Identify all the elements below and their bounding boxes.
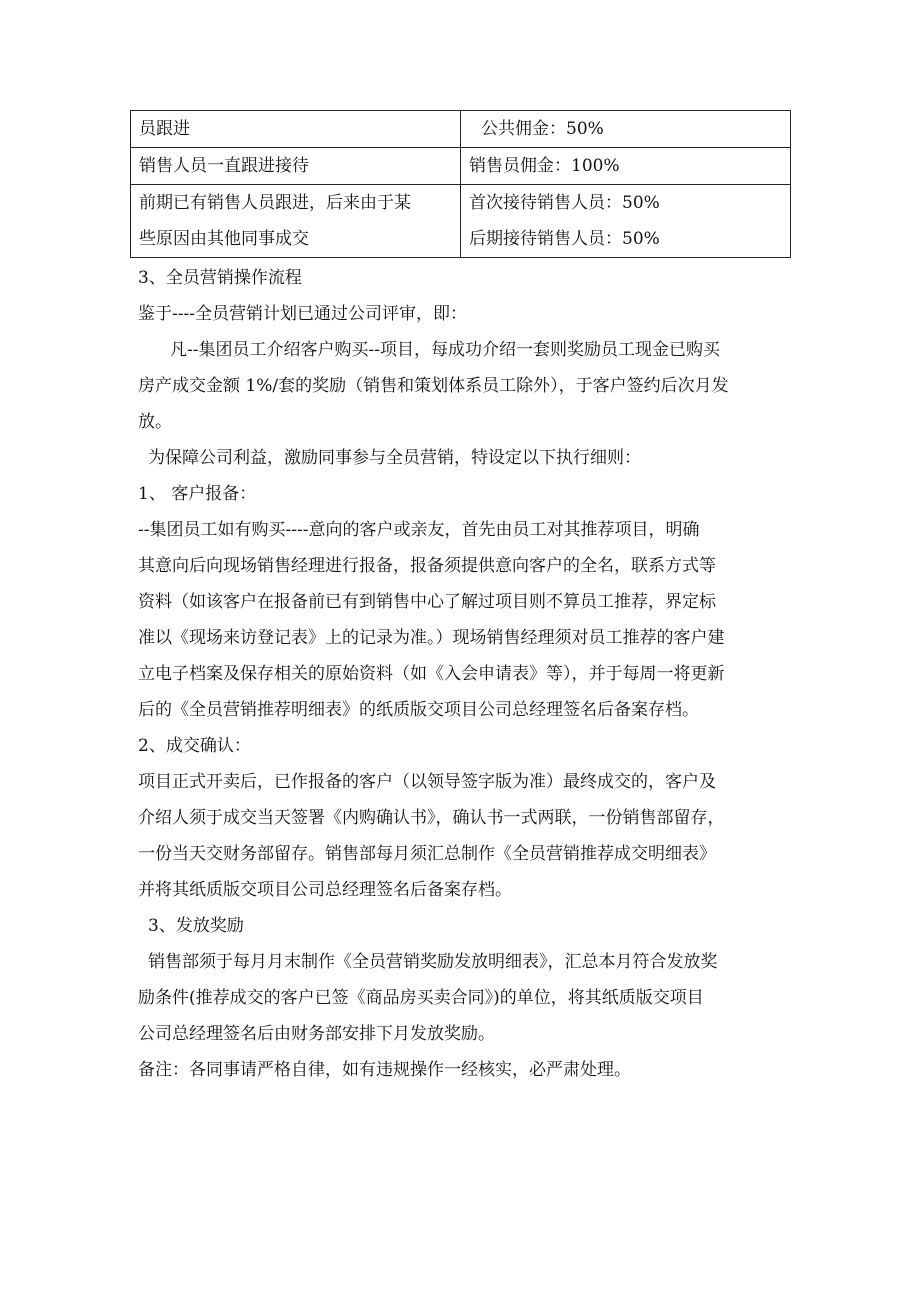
section-heading: 3、全员营销操作流程 [138, 268, 302, 288]
commission-table [130, 110, 791, 258]
paragraph-line: 房产成交金额 1%/套的奖励（销售和策划体系员工除外），于客户签约后次月发 [138, 376, 729, 396]
table-cell-condition: 员跟进 [131, 111, 461, 148]
paragraph-line: 资料（如该客户在报备前已有到销售中心了解过项目则不算员工推荐，界定标 [138, 592, 716, 612]
paragraph-line: 其意向后向现场销售经理进行报备，报备须提供意向客户的全名，联系方式等 [138, 556, 716, 576]
paragraph-line: 销售部须于每月月末制作《全员营销奖励发放明细表》，汇总本月符合发放奖 [148, 952, 718, 972]
paragraph-line: 准以《现场来访登记表》上的记录为准。）现场销售经理须对员工推荐的客户建 [138, 628, 725, 648]
table-row [131, 185, 791, 258]
table-row [131, 111, 791, 148]
table-cell-commission: 首次接待销售人员：50% 后期接待销售人员：50% [461, 185, 791, 258]
paragraph-line: 为保障公司利益，激励同事参与全员营销，特设定以下执行细则： [148, 448, 641, 468]
paragraph-line: 项目正式开卖后，已作报备的客户（以领导签字版为准）最终成交的，客户及 [138, 772, 716, 792]
paragraph-line: --集团员工如有购买----意向的客户或亲友，首先由员工对其推荐项目，明确 [138, 520, 700, 540]
paragraph-line: 后的《全员营销推荐明细表》的纸质版交项目公司总经理签名后备案存档。 [138, 700, 699, 720]
paragraph-line: 介绍人须于成交当天签署《内购确认书》，确认书一式两联，一份销售部留存， [138, 808, 725, 828]
table-row [131, 148, 791, 185]
paragraph-line: 励条件(推荐成交的客户已签《商品房买卖合同》)的单位，将其纸质版交项目 [138, 988, 704, 1008]
intro-line: 鉴于----全员营销计划已通过公司评审，即： [138, 304, 467, 324]
item-heading: 3、发放奖励 [148, 916, 244, 936]
table-cell-condition: 销售人员一直跟进接待 [131, 148, 461, 185]
paragraph-line: 凡--集团员工介绍客户购买--项目，每成功介绍一套则奖励员工现金已购买 [170, 340, 720, 360]
table-cell-commission: 销售员佣金：100% [461, 148, 791, 185]
paragraph-line: 一份当天交财务部留存。销售部每月须汇总制作《全员营销推荐成交明细表》 [138, 844, 716, 864]
paragraph-line: 公司总经理签名后由财务部安排下月发放奖励。 [138, 1024, 495, 1044]
table-cell-condition: 前期已有销售人员跟进，后来由于某 些原因由其他同事成交 [131, 185, 461, 258]
item-heading: 1、 客户报备： [138, 484, 257, 504]
table-cell-commission: 公共佣金：50% [461, 111, 791, 148]
paragraph-line: 立电子档案及保存相关的原始资料（如《入会申请表》等），并于每周一将更新 [138, 664, 725, 684]
remark-line: 备注：各同事请严格自律，如有违规操作一经核实，必严肃处理。 [138, 1060, 631, 1080]
paragraph-line: 并将其纸质版交项目公司总经理签名后备案存档。 [138, 880, 512, 900]
document-body [138, 260, 793, 1088]
item-heading: 2、成交确认： [138, 736, 251, 756]
paragraph-line: 放。 [138, 412, 172, 432]
